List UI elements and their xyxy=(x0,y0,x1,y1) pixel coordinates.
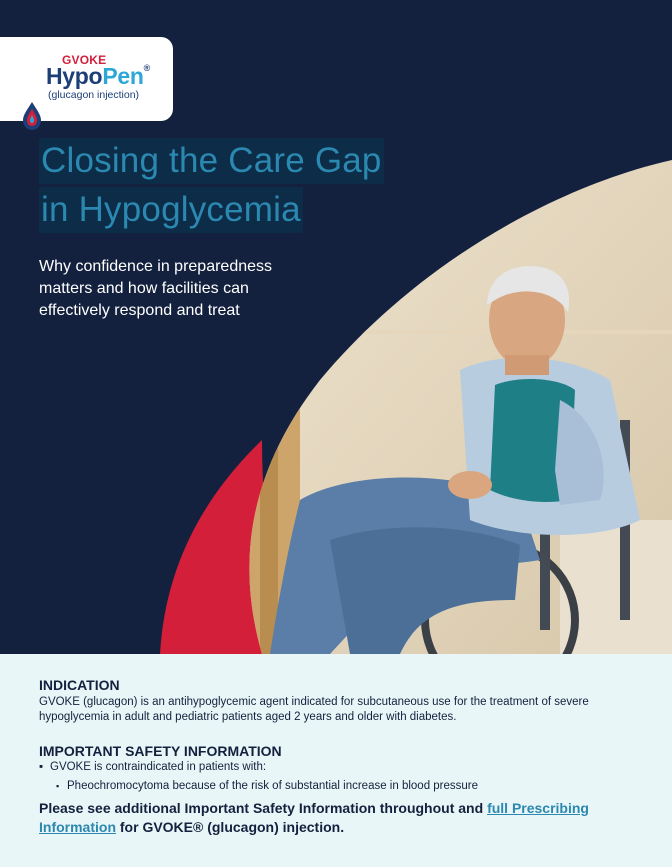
bullet-marker: ▪ xyxy=(39,761,44,773)
logo-gvoke-text: GVOKE xyxy=(62,53,107,67)
logo-pen: Pen xyxy=(102,63,144,89)
logo-hypo: Hypo xyxy=(46,63,103,89)
page-title-line-2: in Hypoglycemia xyxy=(39,187,303,233)
safety-heading: IMPORTANT SAFETY INFORMATION xyxy=(39,743,282,759)
prescribing-info-note xyxy=(39,799,649,837)
sub-bullet-marker: ▪ xyxy=(56,781,60,791)
prescribing-information-link[interactable]: full Prescribing Information xyxy=(39,800,589,835)
safety-subbullet-1: Pheochromocytoma because of the risk of substantial increase in blood pressure xyxy=(67,780,479,792)
logo-registered: ® xyxy=(143,63,150,73)
indication-heading: INDICATION xyxy=(39,677,120,693)
final-suffix: for GVOKE® (glucagon) injection. xyxy=(116,819,345,835)
logo-hypopen-text xyxy=(46,63,150,90)
logo-subtitle: (glucagon injection) xyxy=(48,89,140,101)
indication-text: GVOKE (glucagon) is an antihypoglycemic agent indicated for subcutaneous use for the treatment of severe hypoglycemia in adult and pediatric patients aged 2 years and older with diabetes. xyxy=(39,696,589,723)
page-title-line-1: Closing the Care Gap xyxy=(39,138,384,184)
safety-bullet-1: GVOKE is contraindicated in patients with: xyxy=(50,761,267,773)
final-prefix: Please see additional Important Safety Information throughout and xyxy=(39,800,488,816)
page-subtitle: Why confidence in preparedness matters and how facilities can effectively respond and treat xyxy=(39,258,273,319)
drop-logo-icon xyxy=(21,101,43,131)
